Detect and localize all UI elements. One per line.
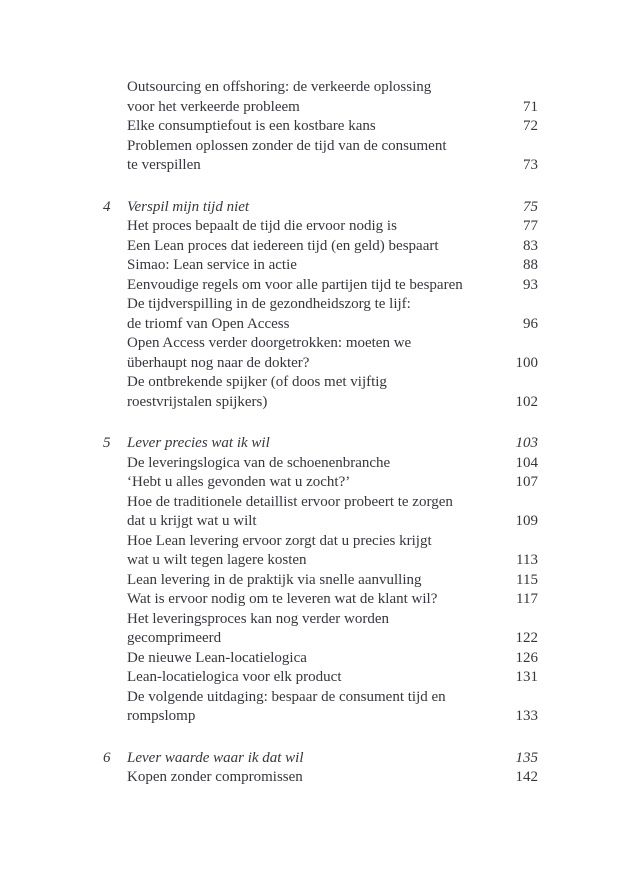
toc-entry-line: rompslomp — [127, 708, 196, 724]
toc-entry — [103, 117, 538, 137]
toc-entry-line: De nieuwe Lean-locatielogica — [127, 649, 307, 666]
toc-entry-line: voor het verkeerde probleem — [127, 98, 300, 115]
toc-entry-line: roestvrijstalen spijkers) — [127, 393, 268, 410]
toc-entry-text — [127, 768, 498, 788]
chapter-title: Verspil mijn tijd niet — [127, 198, 250, 215]
toc-entry — [103, 532, 538, 571]
toc-entry-page: 113 — [516, 552, 538, 568]
chapter-title-wrap — [127, 434, 498, 454]
chapter-title-wrap — [127, 198, 498, 218]
chapter-row — [103, 434, 538, 454]
toc-entry-line: Hoe de traditionele detaillist ervoor probeert te zorgen — [127, 493, 453, 510]
toc-list — [103, 78, 538, 788]
toc-entry — [103, 768, 538, 788]
toc-entry-page: 73 — [523, 157, 538, 173]
toc-entry-page: 109 — [515, 513, 538, 529]
toc-section — [103, 434, 538, 727]
toc-entry-page: 142 — [515, 769, 538, 785]
toc-entry — [103, 78, 538, 117]
toc-entry-line: Een Lean proces dat iedereen tijd (en geld) bespaart — [127, 237, 439, 254]
toc-entry-line: Het proces bepaalt de tijd die ervoor nodig is — [127, 218, 397, 234]
toc-entry — [103, 590, 538, 610]
toc-entry-page: 100 — [515, 354, 538, 371]
toc-entry-line: Lean-locatielogica voor elk product — [127, 669, 342, 685]
chapter-page-number: 135 — [515, 749, 538, 766]
toc-entry-page: 126 — [515, 649, 538, 666]
toc-entry — [103, 649, 538, 669]
toc-section — [103, 78, 538, 176]
toc-entry-text — [127, 256, 498, 276]
toc-entry-text — [127, 571, 498, 591]
chapter-row — [103, 198, 538, 218]
toc-entry-page: 107 — [515, 474, 538, 490]
toc-entry-line: gecomprimeerd — [127, 630, 222, 646]
toc-entry-line: wat u wilt tegen lagere kosten — [127, 552, 307, 568]
toc-entry-line: Hoe Lean levering ervoor zorgt dat u precies krijgt — [127, 532, 432, 549]
toc-entry-text — [127, 473, 498, 493]
toc-entry-page: 117 — [516, 591, 538, 607]
chapter-row — [103, 749, 538, 769]
toc-entry — [103, 688, 538, 727]
toc-entry — [103, 668, 538, 688]
toc-entry-line: Lean levering in de praktijk via snelle aanvulling — [127, 571, 422, 588]
toc-entry-page: 133 — [515, 708, 538, 724]
toc-entry — [103, 217, 538, 237]
toc-entry — [103, 571, 538, 591]
toc-entry-page: 93 — [523, 276, 538, 293]
chapter-title-wrap — [127, 749, 498, 769]
toc-entry-text — [127, 217, 498, 237]
chapter-page-number: 75 — [523, 198, 538, 215]
toc-entry-page: 104 — [515, 454, 538, 471]
toc-entry-line: ‘Hebt u alles gevonden wat u zocht?’ — [127, 474, 351, 490]
toc-entry-line: überhaupt nog naar de dokter? — [127, 354, 310, 371]
chapter-number: 4 — [103, 198, 111, 215]
toc-entry-line: dat u krijgt wat u wilt — [127, 513, 257, 529]
toc-entry — [103, 334, 538, 373]
chapter-title: Lever precies wat ik wil — [127, 435, 270, 451]
toc-section — [103, 749, 538, 788]
toc-entry-text — [127, 78, 498, 117]
toc-entry — [103, 454, 538, 474]
toc-entry — [103, 137, 538, 176]
toc-entry-text — [127, 117, 498, 137]
toc-entry-text — [127, 373, 498, 412]
toc-entry-line: Open Access verder doorgetrokken: moeten we — [127, 335, 412, 351]
toc-entry-page: 83 — [523, 237, 538, 254]
toc-entry — [103, 493, 538, 532]
toc-entry-line: Outsourcing en offshoring: de verkeerde oplossing — [127, 79, 432, 95]
toc-entry-page: 88 — [523, 257, 538, 273]
toc-entry-text — [127, 532, 498, 571]
toc-entry — [103, 276, 538, 296]
toc-entry — [103, 610, 538, 649]
toc-entry-line: De ontbrekende spijker (of doos met vijftig — [127, 374, 387, 390]
chapter-number: 6 — [103, 749, 111, 766]
toc-entry — [103, 295, 538, 334]
toc-entry-text — [127, 610, 498, 649]
toc-entry-line: Problemen oplossen zonder de tijd van de consument — [127, 137, 447, 154]
toc-entry-line: Elke consumptiefout is een kostbare kans — [127, 118, 376, 134]
toc-entry — [103, 237, 538, 257]
toc-entry-text — [127, 276, 498, 296]
toc-entry-text — [127, 454, 498, 474]
chapter-title: Lever waarde waar ik dat wil — [127, 749, 304, 766]
toc-entry-line: De volgende uitdaging: bespaar de consument tijd en — [127, 688, 446, 705]
toc-entry-text — [127, 237, 498, 257]
toc-entry-text — [127, 649, 498, 669]
toc-entry-page: 115 — [516, 571, 538, 588]
toc-entry-page: 72 — [523, 118, 538, 134]
toc-entry-text — [127, 668, 498, 688]
toc-entry-line: Wat is ervoor nodig om te leveren wat de klant wil? — [127, 591, 438, 607]
toc-entry-line: Het leveringsproces kan nog verder worden — [127, 610, 389, 627]
toc-entry-text — [127, 590, 498, 610]
toc-entry — [103, 373, 538, 412]
toc-entry-text — [127, 493, 498, 532]
chapter-number: 5 — [103, 435, 111, 451]
toc-entry-line: Eenvoudige regels om voor alle partijen tijd te besparen — [127, 276, 463, 293]
toc-entry-line: de triomf van Open Access — [127, 315, 290, 332]
toc-entry-page: 131 — [515, 669, 538, 685]
toc-entry-text — [127, 688, 498, 727]
toc-section — [103, 198, 538, 413]
toc-entry-line: te verspillen — [127, 157, 201, 173]
toc-entry-line: De leveringslogica van de schoenenbranche — [127, 454, 391, 471]
chapter-page-number: 103 — [515, 435, 538, 451]
toc-entry-page: 96 — [523, 315, 538, 332]
toc-entry-text — [127, 295, 498, 334]
toc-entry-text — [127, 137, 498, 176]
toc-entry-line: De tijdverspilling in de gezondheidszorg te lijf: — [127, 296, 411, 312]
toc-entry-page: 102 — [515, 393, 538, 410]
toc-entry-page: 77 — [523, 218, 538, 234]
toc-entry — [103, 473, 538, 493]
toc-entry-line: Simao: Lean service in actie — [127, 257, 297, 273]
toc-entry-page: 122 — [515, 630, 538, 646]
toc-entry-page: 71 — [523, 98, 538, 115]
toc-entry-text — [127, 334, 498, 373]
toc-entry — [103, 256, 538, 276]
toc-entry-line: Kopen zonder compromissen — [127, 769, 303, 785]
